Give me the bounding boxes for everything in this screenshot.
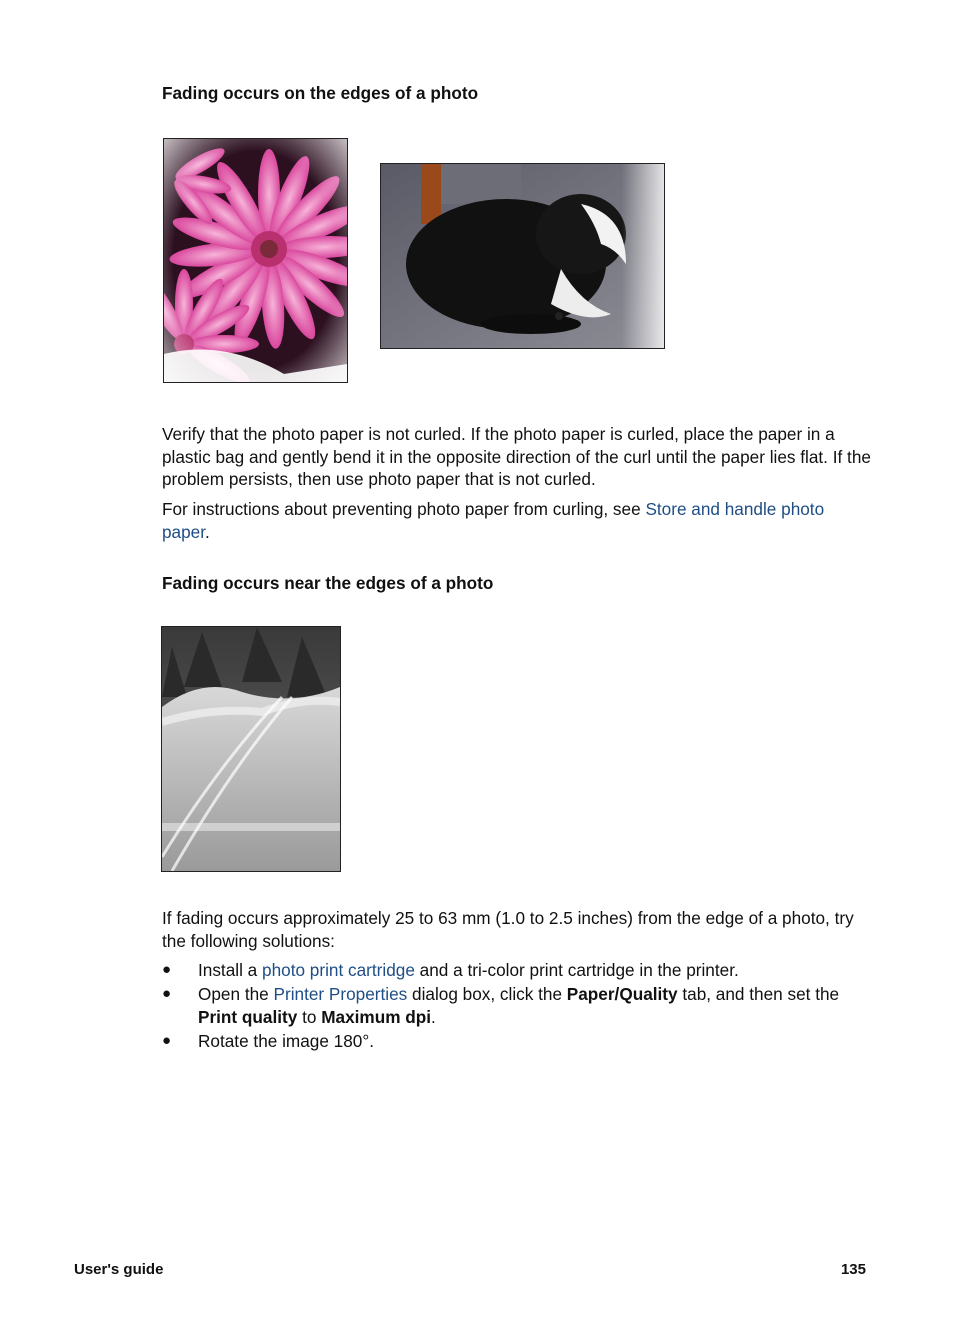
bullet2-text-b: dialog box, click the [407, 984, 567, 1004]
paper-quality-label: Paper/Quality [566, 984, 678, 1004]
bullet1-end: and a tri-color print cartridge in the printer. [414, 960, 739, 980]
solutions-list [162, 959, 866, 1054]
snow-photo [161, 626, 341, 872]
snow-illustration [162, 627, 340, 871]
maximum-dpi-label: Maximum dpi [321, 1006, 432, 1027]
store-handle-paper-link[interactable]: Store and handle photo paper [162, 499, 825, 542]
curl-instructions-text: For instructions about preventing photo paper from curling, see [162, 499, 646, 519]
print-quality-label: Print quality [198, 1006, 298, 1027]
bullet2-text-c: tab, and then set the [677, 984, 840, 1004]
curl-instructions-end: . [205, 521, 210, 542]
footer-title: User's guide [74, 1261, 164, 1278]
bullet2-text-e: . [431, 1006, 436, 1027]
section-heading-near-edges: Fading occurs near the edges of a photo [162, 573, 494, 593]
section-heading-edges: Fading occurs on the edges of a photo [162, 83, 479, 103]
dog-illustration [381, 164, 664, 348]
list-item [162, 959, 866, 982]
list-item [162, 983, 866, 1028]
page-number: 135 [840, 1261, 866, 1278]
curl-paragraph: Verify that the photo paper is not curled. If the photo paper is curled, place the paper in a plastic bag and gently bend it in the opposite direction of the curl until the paper lies flat. If the problem persists, then use photo paper that is not curled. [162, 424, 871, 489]
flower-illustration [164, 139, 347, 382]
dog-photo [380, 163, 665, 349]
flower-photo [163, 138, 348, 383]
bullet-icon: ● [162, 985, 172, 1002]
bullet1-text: Install a [198, 960, 263, 980]
bullet2-text-d: to [297, 1006, 322, 1027]
bullet3-text: Rotate the image 180°. [198, 1030, 374, 1051]
list-item [162, 1030, 866, 1053]
curl-instructions-paragraph [162, 498, 874, 543]
bullet2-text-a: Open the [198, 984, 274, 1004]
bullet-icon: ● [162, 961, 172, 978]
printer-properties-link[interactable]: Printer Properties [273, 984, 408, 1004]
photo-print-cartridge-link[interactable]: photo print cartridge [262, 960, 415, 980]
fading-intro-paragraph: If fading occurs approximately 25 to 63 mm (1.0 to 2.5 inches) from the edge of a photo, try the following solutions: [162, 908, 854, 951]
bullet-icon: ● [162, 1031, 172, 1049]
